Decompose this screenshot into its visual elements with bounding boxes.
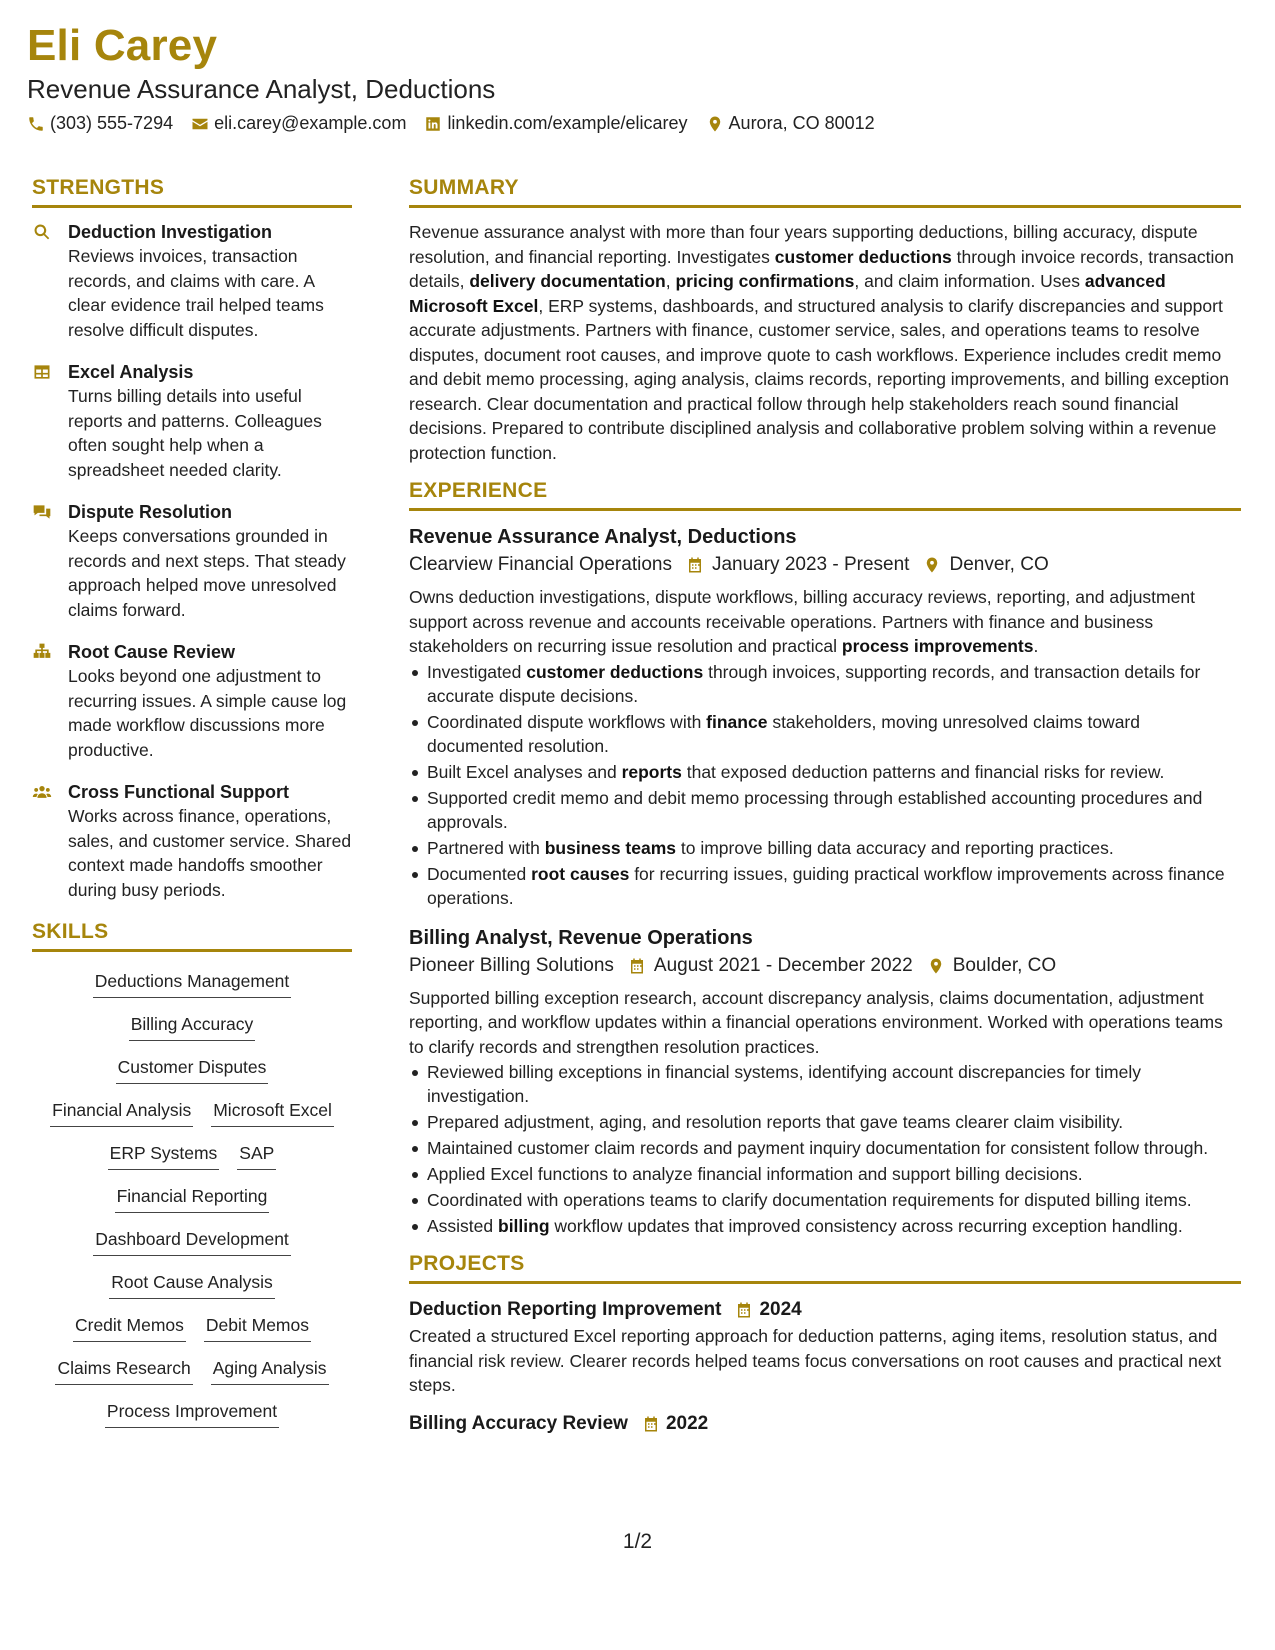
skill-tag: Aging Analysis (211, 1355, 329, 1385)
bullet-item: Built Excel analyses and reports that exposed deduction patterns and financial risks for review. (409, 760, 1241, 784)
contact-email[interactable] (191, 113, 406, 134)
linkedin-icon (424, 115, 442, 133)
strength-title: Deduction Investigation (68, 222, 273, 242)
job-entry (409, 924, 1241, 1239)
strength-desc: Turns billing details into useful reports and patterns. Colleagues often sought help when a spreadsheet needed clarity. (68, 386, 322, 480)
job-bullets (409, 660, 1241, 910)
bullet-item: Assisted billing workflow updates that improved consistency across recurring exception handling. (409, 1214, 1241, 1238)
summary-text: Revenue assurance analyst with more than four years supporting deductions, billing accuracy, dispute resolution, and financial reporting. Investigates customer deductions through invoice records, transaction details, delivery documentation, pricing confirmations, and claim information. Uses advanced Microsoft Excel, ERP systems, dashboards, and structured analysis to clarify discrepancies and support accurate adjustments. Partners with finance, customer service, sales, and operations teams to resolve disputes, document root causes, and improve quote to cash workflows. Experience includes credit memo and debit memo processing, aging analysis, claims records, reporting improvements, and billing exception research. Clear documentation and practical follow through help stakeholders reach sound financial decisions. Prepared to contribute disciplined analysis and collaborative problem solving within a revenue protection function. (409, 222, 1234, 463)
project-year: 2024 (759, 1299, 802, 1320)
skill-tag: Billing Accuracy (129, 1011, 256, 1041)
bullet-item: Maintained customer claim records and payment inquiry documentation for consistent follow through. (409, 1136, 1241, 1160)
strength-desc: Works across finance, operations, sales, and customer service. Shared context made handoffs smoother during busy periods. (68, 806, 352, 900)
skill-tag: ERP Systems (108, 1140, 220, 1170)
skill-tag: Financial Reporting (115, 1183, 270, 1213)
skill-tag: Customer Disputes (116, 1054, 269, 1084)
summary-heading: SUMMARY (409, 176, 1241, 208)
contact-linkedin[interactable] (424, 113, 687, 134)
strength-item (32, 500, 352, 622)
strength-title: Excel Analysis (68, 362, 194, 382)
bullet-item: Supported credit memo and debit memo processing through established accounting procedures and approvals. (409, 786, 1241, 834)
job-description: Supported billing exception research, account discrepancy analysis, claims documentation, adjustment reporting, and workflow updates within a financial operations environment. Worked with operations teams to clarify records and strengthen resolution practices. (409, 987, 1223, 1057)
location-text: Aurora, CO 80012 (728, 113, 875, 133)
users-icon (32, 782, 52, 802)
sitemap-icon (32, 642, 52, 662)
skill-tag: Root Cause Analysis (109, 1269, 274, 1299)
job-description: Owns deduction investigations, dispute workflows, billing accuracy reviews, reporting, and adjustment support across revenue and accounts receivable operations. Partners with finance and business stakeholders on recurring issue resolution and practical process improvements. (409, 587, 1195, 656)
skill-tag: Process Improvement (105, 1398, 279, 1428)
page-number: 1/2 (622, 1530, 653, 1553)
project-entry (409, 1410, 1241, 1438)
search-icon (32, 222, 52, 242)
strength-title: Cross Functional Support (68, 782, 290, 802)
project-header (409, 1410, 1241, 1438)
strengths-heading: STRENGTHS (32, 176, 352, 208)
job-title: Revenue Assurance Analyst, Deductions (409, 526, 797, 548)
map-pin-icon (923, 556, 941, 574)
table-icon (32, 362, 52, 382)
map-pin-icon (706, 115, 724, 133)
strength-title: Dispute Resolution (68, 502, 233, 522)
skill-tag: Microsoft Excel (211, 1097, 334, 1127)
bullet-item: Applied Excel functions to analyze financial information and support billing decisions. (409, 1162, 1241, 1186)
bullet-item: Investigated customer deductions through invoices, supporting records, and transaction details for accurate dispute decisions. (409, 660, 1241, 708)
bullet-item: Reviewed billing exceptions in financial systems, identifying account discrepancies for timely investigation. (409, 1060, 1241, 1108)
project-desc: Created a structured Excel reporting approach for deduction patterns, aging items, resolution status, and financial risk review. Clearer records helped teams focus conversations on root causes and practical next steps. (409, 1326, 1222, 1395)
job-dates: January 2023 - Present (711, 554, 910, 575)
candidate-name: Eli Carey (27, 21, 218, 70)
project-title: Deduction Reporting Improvement (409, 1299, 722, 1320)
strength-title: Root Cause Review (68, 642, 236, 662)
email-text: eli.carey@example.com (214, 113, 407, 133)
envelope-icon (191, 115, 209, 133)
contact-location (706, 113, 875, 134)
project-header (409, 1296, 1241, 1324)
calendar-icon (686, 556, 704, 574)
strength-item (32, 360, 352, 482)
skill-tag: Dashboard Development (93, 1226, 291, 1256)
job-company: Pioneer Billing Solutions (409, 954, 614, 976)
job-meta (409, 952, 1241, 980)
bullet-item: Coordinated with operations teams to clarify documentation requirements for disputed billing items. (409, 1188, 1241, 1212)
job-meta (409, 551, 1241, 579)
experience-heading: EXPERIENCE (409, 479, 1241, 511)
job-bullets (409, 1060, 1241, 1238)
projects-heading: PROJECTS (409, 1252, 1241, 1284)
skill-tag: Debit Memos (204, 1312, 311, 1342)
left-column (32, 176, 352, 1428)
skills-heading: SKILLS (32, 920, 352, 952)
bullet-item: Documented root causes for recurring issues, guiding practical workflow improvements across finance operations. (409, 862, 1241, 910)
project-entry (409, 1296, 1241, 1398)
skill-tag: SAP (237, 1140, 276, 1170)
phone-icon (27, 115, 45, 133)
job-dates: August 2021 - December 2022 (653, 954, 913, 976)
skill-tag: Financial Analysis (50, 1097, 193, 1127)
right-column (409, 176, 1241, 1438)
calendar-icon (642, 1415, 660, 1433)
contact-phone[interactable] (27, 113, 173, 134)
comments-icon (32, 502, 52, 522)
strength-desc: Reviews invoices, transaction records, and claims with care. A clear evidence trail helped teams resolve difficult disputes. (68, 246, 324, 340)
job-entry (409, 523, 1241, 910)
job-company: Clearview Financial Operations (409, 554, 672, 575)
job-title: Billing Analyst, Revenue Operations (409, 926, 753, 949)
job-location: Denver, CO (949, 554, 1049, 575)
strength-item (32, 780, 352, 902)
skill-tag: Claims Research (55, 1355, 192, 1385)
skills-list (32, 964, 352, 1428)
calendar-icon (735, 1301, 753, 1319)
linkedin-text: linkedin.com/example/elicarey (447, 113, 688, 133)
map-pin-icon (927, 957, 945, 975)
job-location: Boulder, CO (952, 954, 1057, 976)
skill-tag: Deductions Management (93, 968, 292, 998)
project-year: 2022 (665, 1412, 709, 1434)
phone-text: (303) 555-7294 (50, 113, 174, 133)
strength-item (32, 220, 352, 342)
bullet-item: Coordinated dispute workflows with finance stakeholders, moving unresolved claims toward documented resolution. (409, 710, 1241, 758)
bullet-item: Partnered with business teams to improve billing data accuracy and reporting practices. (409, 836, 1241, 860)
contact-bar (27, 113, 875, 134)
bullet-item: Prepared adjustment, aging, and resolution reports that gave teams clearer claim visibility. (409, 1110, 1241, 1134)
strength-desc: Keeps conversations grounded in records and next steps. That steady approach helped move unresolved claims forward. (68, 526, 346, 620)
project-title: Billing Accuracy Review (409, 1412, 628, 1434)
strength-item (32, 640, 352, 762)
skill-tag: Credit Memos (73, 1312, 186, 1342)
candidate-title: Revenue Assurance Analyst, Deductions (27, 74, 496, 104)
calendar-icon (628, 957, 646, 975)
strength-desc: Looks beyond one adjustment to recurring issues. A simple cause log made workflow discussions more productive. (68, 666, 347, 760)
